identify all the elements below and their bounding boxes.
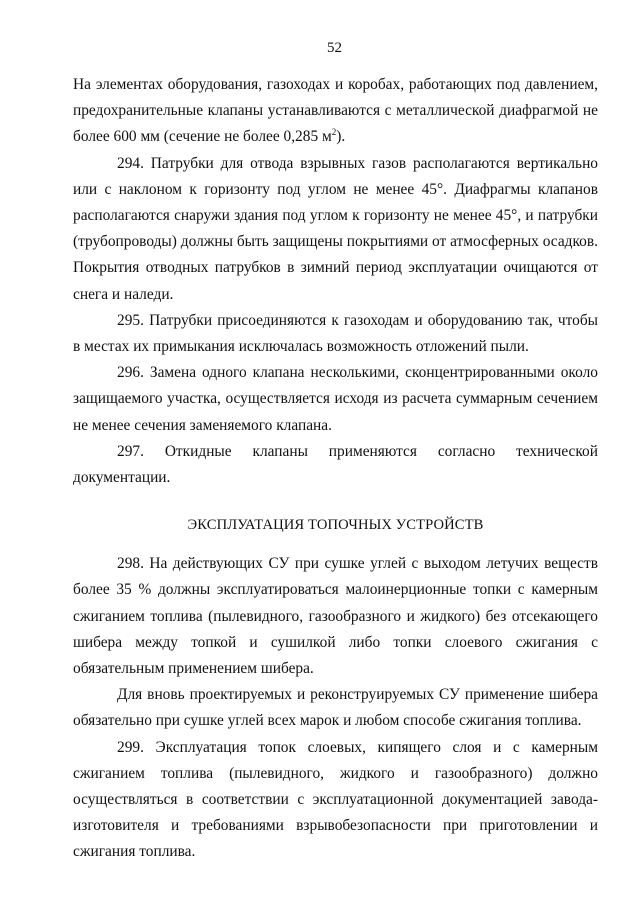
paragraph-296: 296. Замена одного клапана несколькими, сконцентрированными около защищаемого участка, осуществляется исходя из расчета суммарным сечением не менее сечения заменяемого клапана. [73, 364, 598, 434]
paragraph-intro-text: На элементах оборудования, газоходах и коробах, работающих под давлением, предохранительные клапаны устанавливаются с металлической диафрагмой не более 600 мм (сечение не более 0,285 м [73, 76, 598, 146]
paragraph-298: 298. На действующих СУ при сушке углей с выходом летучих веществ более 35 % должны эксплуатироваться малоинерционные топки с камерным сжиганием топлива (пылевидного, газообразного и жидкого) без отсекающего шибера между топкой и сушилкой либо топки слоевого сжигания с обязательным применением шибера. [73, 555, 598, 678]
superscript: 2 [331, 127, 337, 138]
paragraph-294: 294. Патрубки для отвода взрывных газов располагаются вертикально или с наклоном к горизонту под углом не менее 45°. Диафрагмы клапанов располагаются снаружи здания под углом к горизонту не менее 45°, и патрубки (трубопроводы) должны быть защищены покрытиями от атмосферных осадков. Покрытия отводных патрубков в зимний период эксплуатации очищаются от снега и наледи. [73, 154, 598, 303]
section-heading: ЭКСПЛУАТАЦИЯ ТОПОЧНЫХ УСТРОЙСТВ [187, 517, 484, 534]
paragraph-298-addendum: Для вновь проектируемых и реконструируемых СУ применение шибера обязательно при сушке углей всех марок и любом способе сжигания топлива. [73, 686, 598, 730]
paragraph-297-tail: документации. [73, 469, 171, 487]
page-number: 52 [327, 40, 342, 56]
paragraph-intro-tail: ). [336, 128, 346, 146]
paragraph-299: 299. Эксплуатация топок слоевых, кипящего слоя и с камерным сжиганием топлива (пылевидного, жидкого и газообразного) должно осуществляться в соответствии с эксплуатационной документацией завода-изготовителя и требованиями взрывобезопасности при приготовлении и сжигания топлива. [73, 738, 598, 861]
paragraph-295: 295. Патрубки присоединяются к газоходам и оборудованию так, чтобы в местах их примыкания исключалась возможность отложений пыли. [73, 311, 598, 356]
paragraph-intro [73, 72, 598, 151]
paragraph-297 [73, 439, 598, 491]
paragraph-297-line: 297. Откидные клапаны применяются согласно технической [117, 442, 598, 460]
